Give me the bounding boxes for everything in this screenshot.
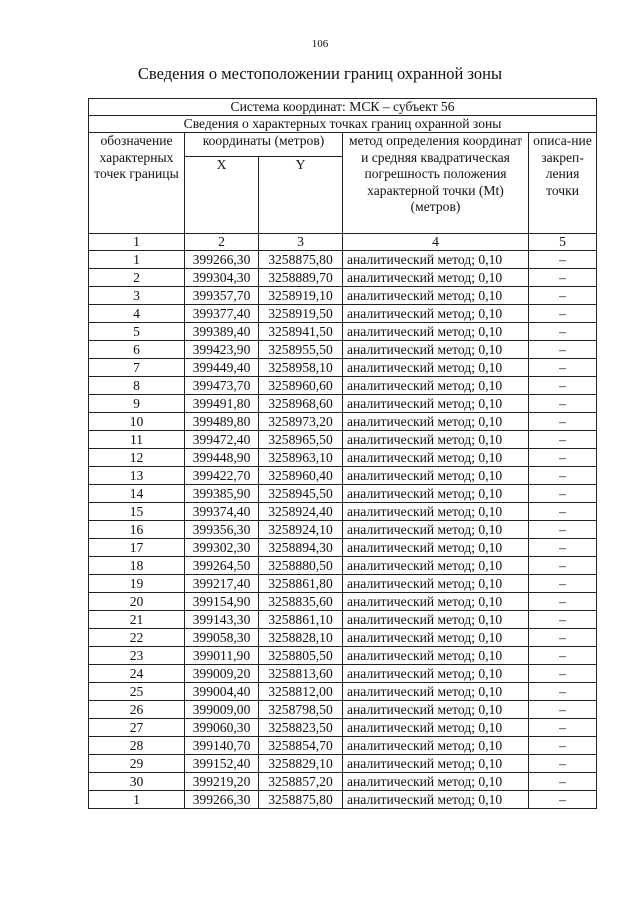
x-coordinate-cell: 399004,40 bbox=[185, 683, 259, 701]
table-row bbox=[89, 431, 597, 449]
description-cell: – bbox=[529, 683, 597, 701]
description-cell: – bbox=[529, 341, 597, 359]
x-coordinate-cell: 399389,40 bbox=[185, 323, 259, 341]
method-cell: аналитический метод; 0,10 bbox=[343, 287, 529, 305]
method-cell: аналитический метод; 0,10 bbox=[343, 521, 529, 539]
point-number-cell: 24 bbox=[89, 665, 185, 683]
method-cell: аналитический метод; 0,10 bbox=[343, 251, 529, 269]
point-number-cell: 18 bbox=[89, 557, 185, 575]
point-number-cell: 22 bbox=[89, 629, 185, 647]
x-coordinate-cell: 399422,70 bbox=[185, 467, 259, 485]
point-number-cell: 28 bbox=[89, 737, 185, 755]
description-cell: – bbox=[529, 323, 597, 341]
column-number-row bbox=[89, 234, 597, 251]
point-number-cell: 3 bbox=[89, 287, 185, 305]
x-coordinate-cell: 399423,90 bbox=[185, 341, 259, 359]
y-coordinate-cell: 3258829,10 bbox=[259, 755, 343, 773]
method-cell: аналитический метод; 0,10 bbox=[343, 467, 529, 485]
x-coordinate-cell: 399491,80 bbox=[185, 395, 259, 413]
table-row bbox=[89, 575, 597, 593]
description-cell: – bbox=[529, 593, 597, 611]
header-coordinates: координаты (метров) bbox=[185, 133, 343, 157]
method-cell: аналитический метод; 0,10 bbox=[343, 305, 529, 323]
x-coordinate-cell: 399473,70 bbox=[185, 377, 259, 395]
y-coordinate-cell: 3258894,30 bbox=[259, 539, 343, 557]
description-cell: – bbox=[529, 377, 597, 395]
method-cell: аналитический метод; 0,10 bbox=[343, 341, 529, 359]
point-number-cell: 9 bbox=[89, 395, 185, 413]
method-cell: аналитический метод; 0,10 bbox=[343, 413, 529, 431]
x-coordinate-cell: 399154,90 bbox=[185, 593, 259, 611]
method-cell: аналитический метод; 0,10 bbox=[343, 359, 529, 377]
table-row bbox=[89, 305, 597, 323]
table-row bbox=[89, 341, 597, 359]
table-row bbox=[89, 539, 597, 557]
y-coordinate-cell: 3258968,60 bbox=[259, 395, 343, 413]
x-coordinate-cell: 399357,70 bbox=[185, 287, 259, 305]
x-coordinate-cell: 399489,80 bbox=[185, 413, 259, 431]
table-row bbox=[89, 359, 597, 377]
description-cell: – bbox=[529, 557, 597, 575]
description-cell: – bbox=[529, 269, 597, 287]
table-row bbox=[89, 683, 597, 701]
method-cell: аналитический метод; 0,10 bbox=[343, 791, 529, 809]
description-cell: – bbox=[529, 611, 597, 629]
y-coordinate-cell: 3258963,10 bbox=[259, 449, 343, 467]
column-number: 4 bbox=[343, 234, 529, 251]
method-cell: аналитический метод; 0,10 bbox=[343, 377, 529, 395]
table-row bbox=[89, 773, 597, 791]
x-coordinate-cell: 399140,70 bbox=[185, 737, 259, 755]
header-y: Y bbox=[259, 157, 343, 234]
table-row bbox=[89, 755, 597, 773]
y-coordinate-cell: 3258960,40 bbox=[259, 467, 343, 485]
x-coordinate-cell: 399143,30 bbox=[185, 611, 259, 629]
point-number-cell: 27 bbox=[89, 719, 185, 737]
description-cell: – bbox=[529, 395, 597, 413]
point-number-cell: 5 bbox=[89, 323, 185, 341]
method-cell: аналитический метод; 0,10 bbox=[343, 665, 529, 683]
y-coordinate-cell: 3258889,70 bbox=[259, 269, 343, 287]
method-cell: аналитический метод; 0,10 bbox=[343, 719, 529, 737]
method-cell: аналитический метод; 0,10 bbox=[343, 737, 529, 755]
column-number: 2 bbox=[185, 234, 259, 251]
x-coordinate-cell: 399264,50 bbox=[185, 557, 259, 575]
table-row bbox=[89, 269, 597, 287]
y-coordinate-cell: 3258805,50 bbox=[259, 647, 343, 665]
description-cell: – bbox=[529, 467, 597, 485]
method-cell: аналитический метод; 0,10 bbox=[343, 647, 529, 665]
y-coordinate-cell: 3258924,40 bbox=[259, 503, 343, 521]
x-coordinate-cell: 399266,30 bbox=[185, 791, 259, 809]
point-number-cell: 20 bbox=[89, 593, 185, 611]
description-cell: – bbox=[529, 413, 597, 431]
table-row bbox=[89, 467, 597, 485]
point-number-cell: 29 bbox=[89, 755, 185, 773]
description-cell: – bbox=[529, 665, 597, 683]
y-coordinate-cell: 3258955,50 bbox=[259, 341, 343, 359]
coordinates-table bbox=[88, 98, 597, 809]
method-cell: аналитический метод; 0,10 bbox=[343, 629, 529, 647]
x-coordinate-cell: 399009,00 bbox=[185, 701, 259, 719]
y-coordinate-cell: 3258875,80 bbox=[259, 251, 343, 269]
point-number-cell: 26 bbox=[89, 701, 185, 719]
method-cell: аналитический метод; 0,10 bbox=[343, 683, 529, 701]
y-coordinate-cell: 3258823,50 bbox=[259, 719, 343, 737]
point-number-cell: 12 bbox=[89, 449, 185, 467]
x-coordinate-cell: 399374,40 bbox=[185, 503, 259, 521]
method-cell: аналитический метод; 0,10 bbox=[343, 269, 529, 287]
x-coordinate-cell: 399304,30 bbox=[185, 269, 259, 287]
description-cell: – bbox=[529, 773, 597, 791]
point-number-cell: 17 bbox=[89, 539, 185, 557]
description-cell: – bbox=[529, 575, 597, 593]
x-coordinate-cell: 399152,40 bbox=[185, 755, 259, 773]
table-row bbox=[89, 413, 597, 431]
x-coordinate-cell: 399448,90 bbox=[185, 449, 259, 467]
x-coordinate-cell: 399058,30 bbox=[185, 629, 259, 647]
table-row bbox=[89, 557, 597, 575]
description-cell: – bbox=[529, 305, 597, 323]
y-coordinate-cell: 3258924,10 bbox=[259, 521, 343, 539]
method-cell: аналитический метод; 0,10 bbox=[343, 539, 529, 557]
point-number-cell: 8 bbox=[89, 377, 185, 395]
x-coordinate-cell: 399472,40 bbox=[185, 431, 259, 449]
column-number: 5 bbox=[529, 234, 597, 251]
point-number-cell: 21 bbox=[89, 611, 185, 629]
table-row bbox=[89, 395, 597, 413]
table-row bbox=[89, 791, 597, 809]
table-row bbox=[89, 719, 597, 737]
table-row bbox=[89, 737, 597, 755]
point-number-cell: 23 bbox=[89, 647, 185, 665]
table-row bbox=[89, 251, 597, 269]
header-x: X bbox=[185, 157, 259, 234]
description-cell: – bbox=[529, 485, 597, 503]
point-number-cell: 13 bbox=[89, 467, 185, 485]
y-coordinate-cell: 3258973,20 bbox=[259, 413, 343, 431]
method-cell: аналитический метод; 0,10 bbox=[343, 575, 529, 593]
table-row bbox=[89, 323, 597, 341]
point-number-cell: 14 bbox=[89, 485, 185, 503]
x-coordinate-cell: 399060,30 bbox=[185, 719, 259, 737]
description-cell: – bbox=[529, 737, 597, 755]
x-coordinate-cell: 399302,30 bbox=[185, 539, 259, 557]
header-description: описа-ние закреп-ления точки bbox=[529, 133, 597, 234]
description-cell: – bbox=[529, 539, 597, 557]
page-number: 106 bbox=[311, 38, 329, 50]
table-row bbox=[89, 485, 597, 503]
point-number-cell: 1 bbox=[89, 251, 185, 269]
y-coordinate-cell: 3258857,20 bbox=[259, 773, 343, 791]
description-cell: – bbox=[529, 791, 597, 809]
table-row bbox=[89, 701, 597, 719]
x-coordinate-cell: 399011,90 bbox=[185, 647, 259, 665]
y-coordinate-cell: 3258960,60 bbox=[259, 377, 343, 395]
table-row bbox=[89, 611, 597, 629]
method-cell: аналитический метод; 0,10 bbox=[343, 395, 529, 413]
x-coordinate-cell: 399356,30 bbox=[185, 521, 259, 539]
table-row bbox=[89, 287, 597, 305]
point-number-cell: 4 bbox=[89, 305, 185, 323]
point-number-cell: 19 bbox=[89, 575, 185, 593]
y-coordinate-cell: 3258965,50 bbox=[259, 431, 343, 449]
y-coordinate-cell: 3258941,50 bbox=[259, 323, 343, 341]
points-info-row: Сведения о характерных точках границ охранной зоны bbox=[89, 116, 597, 133]
description-cell: – bbox=[529, 359, 597, 377]
x-coordinate-cell: 399377,40 bbox=[185, 305, 259, 323]
method-cell: аналитический метод; 0,10 bbox=[343, 449, 529, 467]
x-coordinate-cell: 399009,20 bbox=[185, 665, 259, 683]
description-cell: – bbox=[529, 701, 597, 719]
page-title: Сведения о местоположении границ охранной зоны bbox=[137, 64, 503, 83]
header-designation: обозначение характерных точек границы bbox=[89, 133, 185, 234]
y-coordinate-cell: 3258958,10 bbox=[259, 359, 343, 377]
y-coordinate-cell: 3258854,70 bbox=[259, 737, 343, 755]
table-row bbox=[89, 449, 597, 467]
point-number-cell: 25 bbox=[89, 683, 185, 701]
method-cell: аналитический метод; 0,10 bbox=[343, 701, 529, 719]
description-cell: – bbox=[529, 719, 597, 737]
y-coordinate-cell: 3258919,10 bbox=[259, 287, 343, 305]
description-cell: – bbox=[529, 503, 597, 521]
description-cell: – bbox=[529, 629, 597, 647]
column-number: 1 bbox=[89, 234, 185, 251]
y-coordinate-cell: 3258875,80 bbox=[259, 791, 343, 809]
point-number-cell: 2 bbox=[89, 269, 185, 287]
table-row bbox=[89, 593, 597, 611]
x-coordinate-cell: 399385,90 bbox=[185, 485, 259, 503]
point-number-cell: 1 bbox=[89, 791, 185, 809]
point-number-cell: 10 bbox=[89, 413, 185, 431]
table-row bbox=[89, 665, 597, 683]
x-coordinate-cell: 399266,30 bbox=[185, 251, 259, 269]
point-number-cell: 16 bbox=[89, 521, 185, 539]
table-row bbox=[89, 521, 597, 539]
description-cell: – bbox=[529, 755, 597, 773]
y-coordinate-cell: 3258945,50 bbox=[259, 485, 343, 503]
x-coordinate-cell: 399217,40 bbox=[185, 575, 259, 593]
table-row bbox=[89, 377, 597, 395]
description-cell: – bbox=[529, 431, 597, 449]
description-cell: – bbox=[529, 251, 597, 269]
point-number-cell: 15 bbox=[89, 503, 185, 521]
description-cell: – bbox=[529, 521, 597, 539]
y-coordinate-cell: 3258919,50 bbox=[259, 305, 343, 323]
method-cell: аналитический метод; 0,10 bbox=[343, 611, 529, 629]
point-number-cell: 11 bbox=[89, 431, 185, 449]
table-row bbox=[89, 629, 597, 647]
x-coordinate-cell: 399449,40 bbox=[185, 359, 259, 377]
y-coordinate-cell: 3258861,80 bbox=[259, 575, 343, 593]
method-cell: аналитический метод; 0,10 bbox=[343, 593, 529, 611]
method-cell: аналитический метод; 0,10 bbox=[343, 323, 529, 341]
y-coordinate-cell: 3258812,00 bbox=[259, 683, 343, 701]
y-coordinate-cell: 3258813,60 bbox=[259, 665, 343, 683]
y-coordinate-cell: 3258828,10 bbox=[259, 629, 343, 647]
method-cell: аналитический метод; 0,10 bbox=[343, 557, 529, 575]
table-row bbox=[89, 647, 597, 665]
point-number-cell: 6 bbox=[89, 341, 185, 359]
x-coordinate-cell: 399219,20 bbox=[185, 773, 259, 791]
description-cell: – bbox=[529, 287, 597, 305]
y-coordinate-cell: 3258835,60 bbox=[259, 593, 343, 611]
method-cell: аналитический метод; 0,10 bbox=[343, 773, 529, 791]
method-cell: аналитический метод; 0,10 bbox=[343, 485, 529, 503]
description-cell: – bbox=[529, 449, 597, 467]
point-number-cell: 7 bbox=[89, 359, 185, 377]
y-coordinate-cell: 3258861,10 bbox=[259, 611, 343, 629]
method-cell: аналитический метод; 0,10 bbox=[343, 431, 529, 449]
y-coordinate-cell: 3258880,50 bbox=[259, 557, 343, 575]
column-number: 3 bbox=[259, 234, 343, 251]
description-cell: – bbox=[529, 647, 597, 665]
y-coordinate-cell: 3258798,50 bbox=[259, 701, 343, 719]
coordinate-system-row: Система координат: МСК – субъект 56 bbox=[89, 99, 597, 116]
point-number-cell: 30 bbox=[89, 773, 185, 791]
table-row bbox=[89, 503, 597, 521]
method-cell: аналитический метод; 0,10 bbox=[343, 755, 529, 773]
method-cell: аналитический метод; 0,10 bbox=[343, 503, 529, 521]
header-method: метод определения координат и средняя квадратическая погрешность положения характерной точки (Mt) (метров) bbox=[343, 133, 529, 234]
